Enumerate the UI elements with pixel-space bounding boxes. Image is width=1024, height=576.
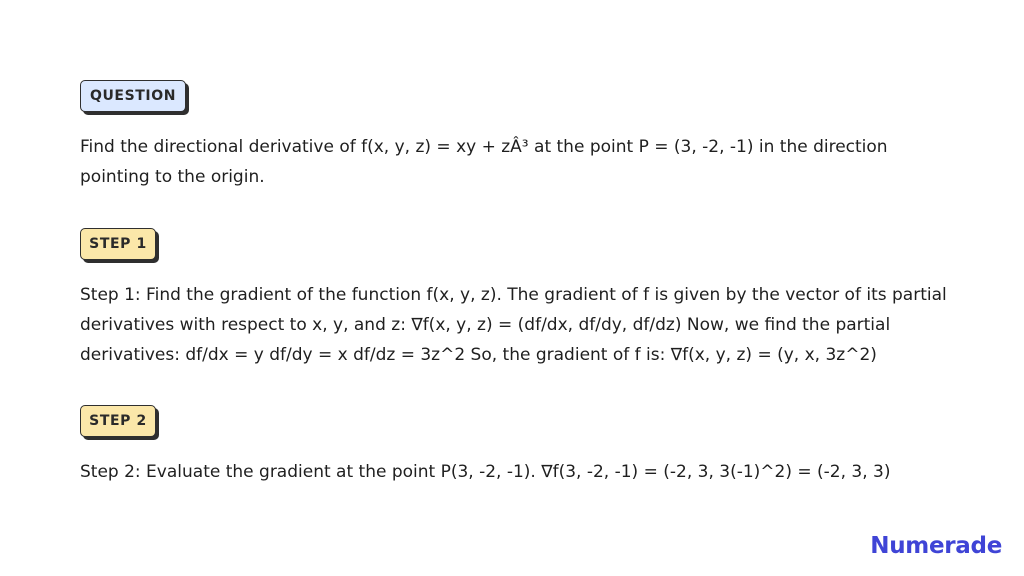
step-1-text: Step 1: Find the gradient of the function f(x, y, z). The gradient of f is given by the vector of its partial derivatives with respect to x, y, and z: ∇f(x, y, z) = (df/dx, df/dy, df/dz) Now, we find the partial derivatives: df/dx = y df/dy = x df/dz = 3z^2 So, the gradient of f is: ∇f(x, y, z) = (y, x, 3z^2) [80,285,947,365]
question-badge: QUESTION [80,80,186,112]
question-text: Find the directional derivative of f(x, y, z) = xy + zÂ³ at the point P = (3, -2, -1) in the direction pointing to the origin. [80,137,888,187]
numerade-logo[interactable]: Numerade [870,533,1002,559]
step-1-badge: STEP 1 [80,228,156,260]
step-2-badge: STEP 2 [80,405,156,437]
step-2-text: Step 2: Evaluate the gradient at the point P(3, -2, -1). ∇f(3, -2, -1) = (-2, 3, 3(-1)^2) = (-2, 3, 3) [80,462,891,482]
